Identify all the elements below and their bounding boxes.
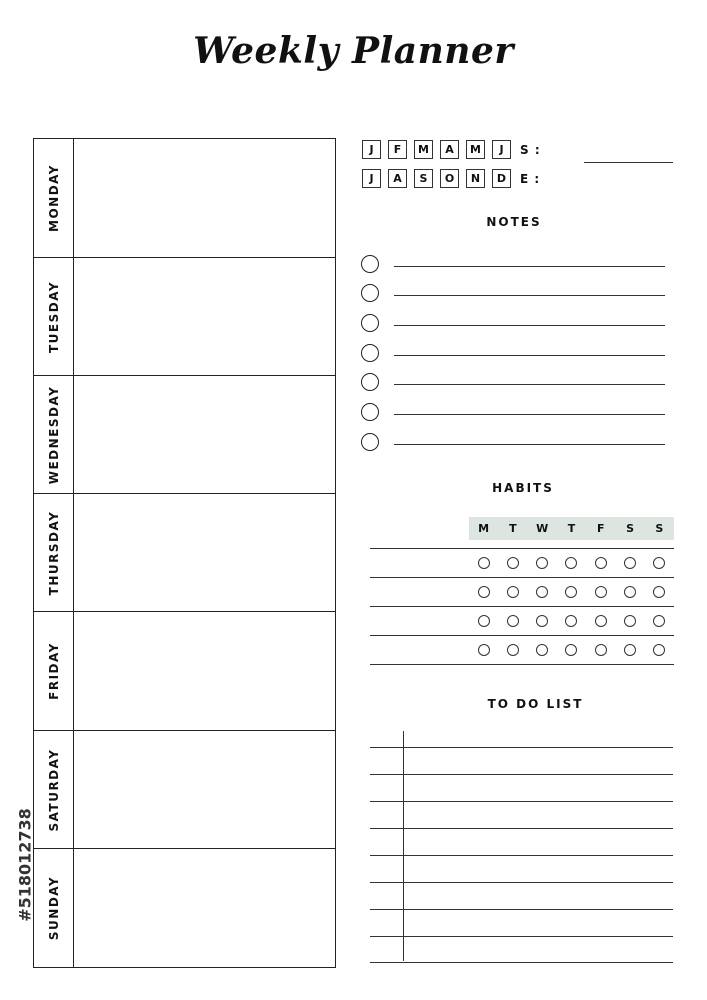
habit-check-circle-icon[interactable] (595, 644, 607, 656)
month-box[interactable]: S (414, 169, 433, 188)
page-title: Weekly Planner (193, 30, 514, 72)
month-box[interactable]: D (492, 169, 511, 188)
day-row-friday[interactable] (34, 612, 335, 731)
month-box[interactable]: J (492, 140, 511, 159)
habit-check-circle-icon[interactable] (565, 644, 577, 656)
day-label: TUESDAY (46, 280, 61, 353)
habit-row-line[interactable] (370, 606, 674, 607)
todo-item-line[interactable] (370, 828, 673, 829)
todo-item-line[interactable] (370, 747, 673, 748)
habit-day-label: F (597, 522, 605, 535)
habit-day-label: M (478, 522, 490, 535)
todo-item-line[interactable] (370, 936, 673, 937)
day-label: THURSDAY (46, 510, 61, 595)
habit-check-circle-icon[interactable] (653, 615, 665, 627)
month-box[interactable]: A (388, 169, 407, 188)
checkbox-circle-icon[interactable] (361, 284, 379, 302)
month-box[interactable]: N (466, 169, 485, 188)
habit-check-circle-icon[interactable] (536, 644, 548, 656)
checkbox-circle-icon[interactable] (361, 344, 379, 362)
checkbox-circle-icon[interactable] (361, 433, 379, 451)
month-box[interactable]: O (440, 169, 459, 188)
habit-day-label: T (567, 522, 576, 535)
habit-day-label: S (626, 522, 635, 535)
habit-check-circle-icon[interactable] (478, 615, 490, 627)
habit-check-circle-icon[interactable] (536, 586, 548, 598)
habit-check-circle-icon[interactable] (624, 557, 636, 569)
habit-check-circle-icon[interactable] (653, 586, 665, 598)
habit-tracker-row (469, 557, 674, 569)
habits-title: HABITS (492, 481, 554, 495)
habit-check-circle-icon[interactable] (478, 557, 490, 569)
todo-item-line[interactable] (370, 801, 673, 802)
habit-tracker-row (469, 644, 674, 656)
day-row-monday[interactable] (34, 139, 335, 258)
month-row-2 (362, 169, 540, 188)
checkbox-circle-icon[interactable] (361, 255, 379, 273)
habit-row-line[interactable] (370, 577, 674, 578)
habit-check-circle-icon[interactable] (507, 586, 519, 598)
checkbox-circle-icon[interactable] (361, 373, 379, 391)
habit-check-circle-icon[interactable] (507, 615, 519, 627)
month-box[interactable]: M (414, 140, 433, 159)
day-label: MONDAY (46, 164, 61, 232)
habit-check-circle-icon[interactable] (565, 557, 577, 569)
habit-day-label: S (655, 522, 664, 535)
checkbox-circle-icon[interactable] (361, 403, 379, 421)
todo-margin-line (403, 731, 404, 961)
habit-row-line[interactable] (370, 635, 674, 636)
notes-title: NOTES (486, 215, 542, 229)
end-label: E : (520, 171, 541, 186)
habit-check-circle-icon[interactable] (478, 586, 490, 598)
month-box[interactable]: F (388, 140, 407, 159)
habit-check-circle-icon[interactable] (653, 557, 665, 569)
habit-check-circle-icon[interactable] (624, 644, 636, 656)
days-grid (33, 138, 336, 968)
todo-item-line[interactable] (370, 882, 673, 883)
habit-tracker-row (469, 586, 674, 598)
habit-check-circle-icon[interactable] (507, 644, 519, 656)
habit-row-line[interactable] (370, 548, 674, 549)
day-label: WEDNESDAY (46, 385, 61, 484)
habit-check-circle-icon[interactable] (507, 557, 519, 569)
checkbox-circle-icon[interactable] (361, 314, 379, 332)
day-row-wednesday[interactable] (34, 376, 335, 494)
habit-tracker-row (469, 615, 674, 627)
habit-check-circle-icon[interactable] (595, 586, 607, 598)
stock-id-watermark (5, 770, 45, 960)
habit-check-circle-icon[interactable] (565, 615, 577, 627)
habit-check-circle-icon[interactable] (536, 557, 548, 569)
habit-check-circle-icon[interactable] (595, 557, 607, 569)
todo-item-line[interactable] (370, 962, 673, 963)
habit-day-label: T (509, 522, 517, 535)
habit-row-line (370, 664, 674, 665)
todo-item-line[interactable] (370, 855, 673, 856)
day-row-thursday[interactable] (34, 494, 335, 612)
day-label: FRIDAY (46, 642, 61, 700)
day-label: SUNDAY (46, 875, 61, 941)
habit-check-circle-icon[interactable] (595, 615, 607, 627)
month-box[interactable]: J (362, 140, 381, 159)
habit-check-circle-icon[interactable] (536, 615, 548, 627)
habit-check-circle-icon[interactable] (624, 615, 636, 627)
start-label: S : (520, 142, 541, 157)
month-box[interactable]: M (466, 140, 485, 159)
month-box[interactable]: A (440, 140, 459, 159)
habit-day-header (469, 517, 674, 540)
habit-check-circle-icon[interactable] (565, 586, 577, 598)
day-label: SATURDAY (46, 748, 61, 831)
stock-id-text: #518012738 (15, 808, 35, 922)
day-row-tuesday[interactable] (34, 258, 335, 376)
day-row-saturday[interactable] (34, 731, 335, 849)
day-row-sunday[interactable] (34, 849, 335, 967)
month-row-1 (362, 140, 541, 159)
habit-check-circle-icon[interactable] (624, 586, 636, 598)
todo-title: TO DO LIST (487, 697, 584, 711)
habit-check-circle-icon[interactable] (653, 644, 665, 656)
todo-item-line[interactable] (370, 909, 673, 910)
start-date-line[interactable] (584, 162, 673, 163)
todo-item-line[interactable] (370, 774, 673, 775)
habit-check-circle-icon[interactable] (478, 644, 490, 656)
habit-day-label: W (536, 522, 549, 535)
month-box[interactable]: J (362, 169, 381, 188)
